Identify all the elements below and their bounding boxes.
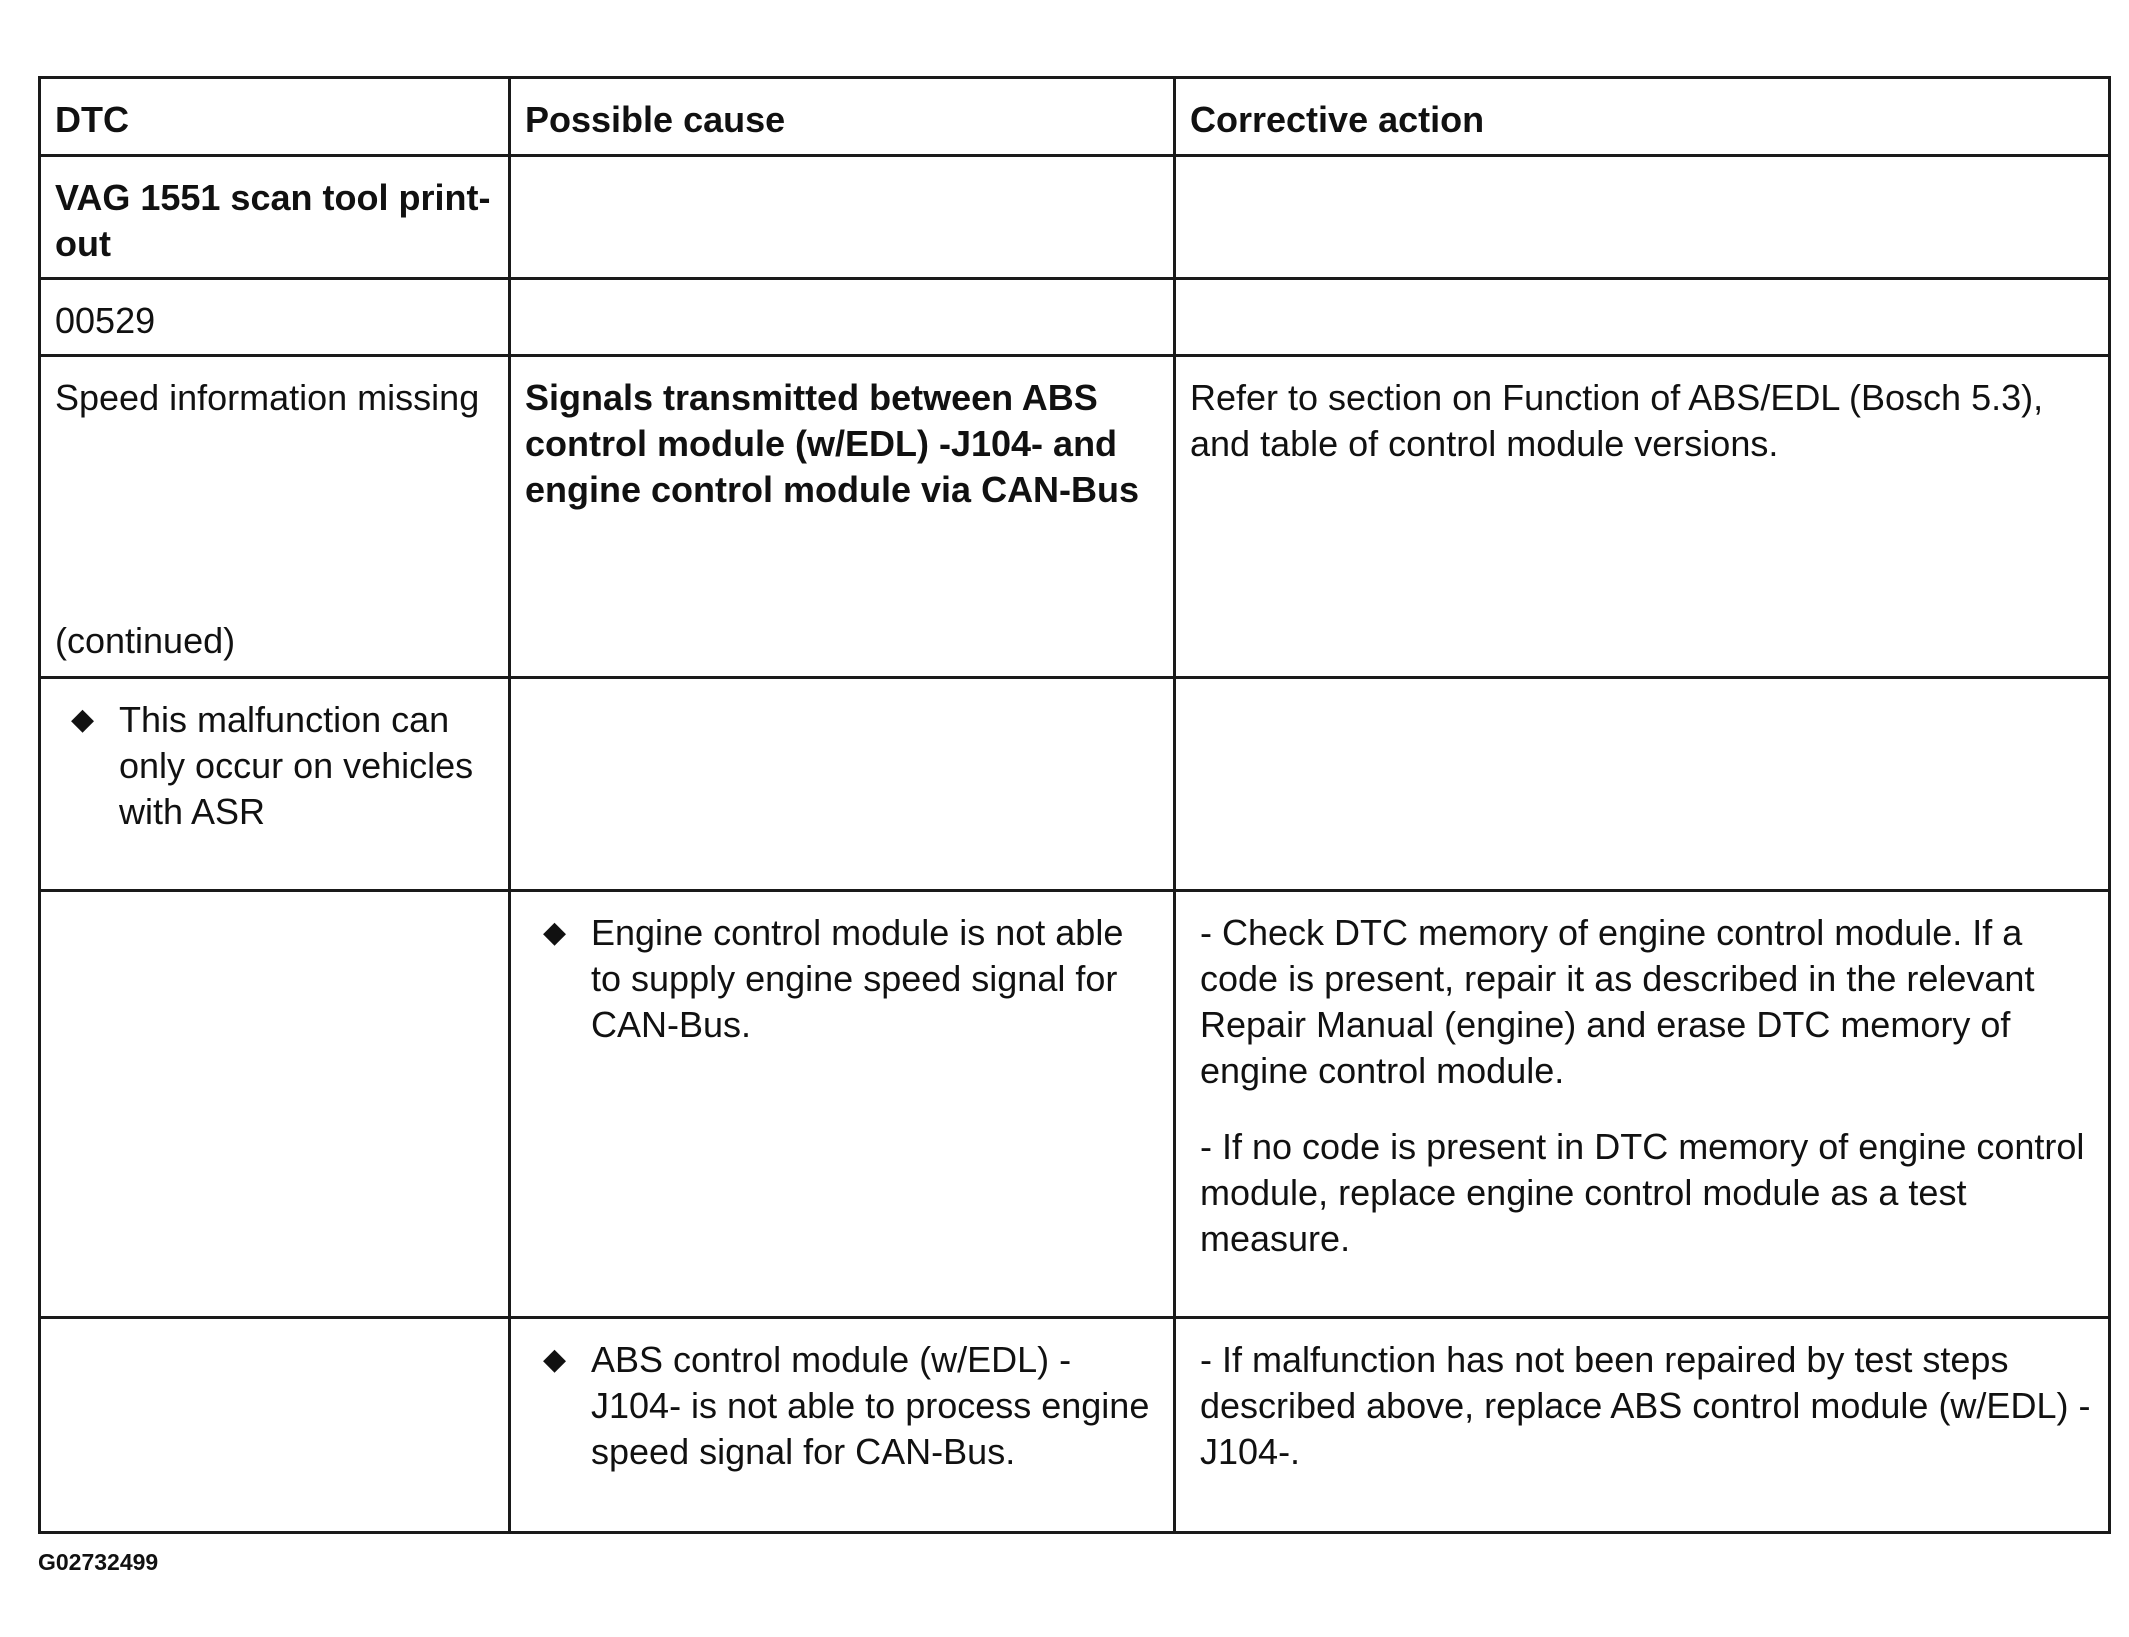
- ecm-action-step-1: - Check DTC memory of engine control module. If a code is present, repair it as described in the relevant Repair Manual (engine) and erase DTC memory of engine control module.: [1200, 912, 2035, 1091]
- empty-cell: [1175, 678, 2110, 891]
- asr-note-cell: [40, 678, 510, 891]
- figure-id: G02732499: [38, 1549, 159, 1575]
- table-row: [40, 678, 2110, 891]
- continued-label: (continued): [55, 620, 236, 661]
- list-item: [55, 697, 494, 835]
- abs-action-cell: [1175, 1318, 2110, 1533]
- dtc-table: [38, 76, 2111, 1534]
- empty-cell: [510, 279, 1175, 356]
- list-item: [525, 910, 1159, 1048]
- diamond-bullet-icon: ◆: [543, 916, 567, 949]
- empty-cell: [1175, 156, 2110, 279]
- ecm-action-text: [1190, 910, 2094, 1262]
- header-possible-cause: Possible cause: [510, 78, 1175, 156]
- abs-action-text: [1190, 1337, 2094, 1475]
- header-row: [40, 78, 2110, 156]
- empty-cell: [510, 678, 1175, 891]
- empty-cell: [40, 891, 510, 1318]
- asr-note: This malfunction can only occur on vehicles with ASR: [119, 699, 474, 832]
- table-row: [40, 356, 2110, 678]
- ecm-action-step-2: - If no code is present in DTC memory of engine control module, replace engine control module as a test measure.: [1200, 1126, 2085, 1259]
- ecm-cause: Engine control module is not able to supply engine speed signal for CAN-Bus.: [591, 912, 1124, 1045]
- header-dtc: DTC: [40, 78, 510, 156]
- diamond-bullet-icon: ◆: [543, 1343, 567, 1376]
- dtc-code: 00529: [40, 279, 510, 356]
- table-row: [40, 1318, 2110, 1533]
- abs-cause-cell: [510, 1318, 1175, 1533]
- refer-action: Refer to section on Function of ABS/EDL (Bosch 5.3), and table of control module versions.: [1175, 356, 2110, 678]
- empty-cell: [510, 156, 1175, 279]
- abs-action-step: - If malfunction has not been repaired by test steps described above, replace ABS control module (w/EDL) -J104-.: [1200, 1339, 2091, 1472]
- ecm-action-cell: [1175, 891, 2110, 1318]
- signals-cause: Signals transmitted between ABS control module (w/EDL) -J104- and engine control module via CAN-Bus: [510, 356, 1175, 678]
- dtc-description: Speed information missing: [55, 377, 480, 418]
- table-row: [40, 279, 2110, 356]
- abs-cause: ABS control module (w/EDL) -J104- is not able to process engine speed signal for CAN-Bus.: [591, 1339, 1150, 1472]
- list-item: [525, 1337, 1159, 1475]
- diamond-bullet-icon: ◆: [71, 703, 95, 736]
- header-corrective-action: Corrective action: [1175, 78, 2110, 156]
- empty-cell: [1175, 279, 2110, 356]
- table-row: [40, 891, 2110, 1318]
- empty-cell: [40, 1318, 510, 1533]
- ecm-cause-cell: [510, 891, 1175, 1318]
- table-row: [40, 156, 2110, 279]
- scan-tool-label: VAG 1551 scan tool print-out: [40, 156, 510, 279]
- dtc-description-cell: [40, 356, 510, 678]
